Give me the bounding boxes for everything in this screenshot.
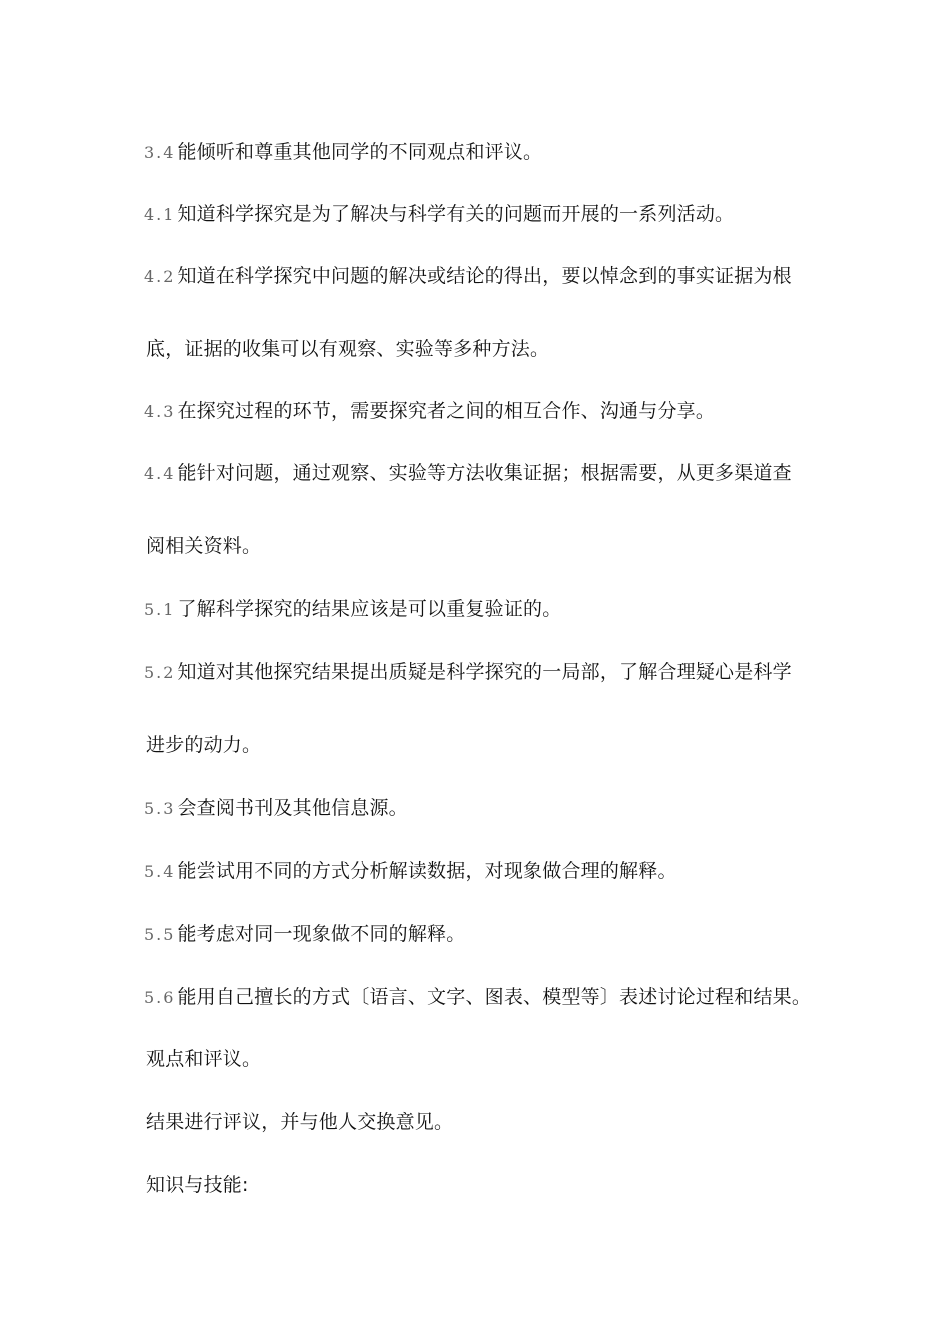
item-text: 能针对问题，通过观察、实验等方法收集证据；根据需要，从更多渠道查 [177,462,792,484]
text-line [144,1172,824,1199]
item-number: 4.2 [144,267,176,286]
item-text: 结果进行评议，并与他人交换意见。 [146,1111,454,1133]
text-line [144,533,824,560]
item-number: 5.5 [144,925,176,944]
item-text: 知道在科学探究中问题的解决或结论的得出，要以悼念到的事实证据为根 [177,265,792,287]
item-text: 在探究过程的环节，需要探究者之间的相互合作、沟通与分享。 [177,400,716,422]
item-text: 知识与技能: [146,1174,249,1196]
text-line [144,139,824,166]
text-line [144,1109,824,1136]
item-text: 底，证据的收集可以有观察、实验等多种方法。 [146,338,550,360]
text-line [144,596,824,623]
text-line [144,858,824,885]
item-text: 会查阅书刊及其他信息源。 [177,797,408,819]
item-number: 4.3 [144,402,176,421]
text-line [144,732,824,759]
item-text: 能用自己擅长的方式〔语言、文字、图表、模型等〕表述讨论过程和结果。 [177,986,812,1008]
item-number: 5.1 [144,600,176,619]
text-line [144,984,824,1011]
item-text: 了解科学探究的结果应该是可以重复验证的。 [177,598,562,620]
item-text: 阅相关资料。 [146,535,262,557]
text-line [144,398,824,425]
text-line [144,921,824,948]
text-line [144,795,824,822]
item-number: 4.1 [144,205,176,224]
item-text: 能倾听和尊重其他同学的不同观点和评议。 [177,141,543,163]
text-line [144,460,824,487]
item-text: 知道科学探究是为了解决与科学有关的问题而开展的一系列活动。 [177,203,735,225]
item-number: 5.3 [144,799,176,818]
text-line [144,336,824,363]
text-line [144,659,824,686]
item-number: 5.2 [144,663,176,682]
item-text: 观点和评议。 [146,1048,262,1070]
item-number: 5.6 [144,988,176,1007]
item-text: 能考虑对同一现象做不同的解释。 [177,923,466,945]
text-line [144,1046,824,1073]
text-line [144,263,824,290]
item-text: 进步的动力。 [146,734,262,756]
item-text: 知道对其他探究结果提出质疑是科学探究的一局部，了解合理疑心是科学 [177,661,792,683]
text-line [144,201,824,228]
item-number: 4.4 [144,464,176,483]
item-number: 5.4 [144,862,176,881]
item-text: 能尝试用不同的方式分析解读数据，对现象做合理的解释。 [177,860,677,882]
item-number: 3.4 [144,143,176,162]
